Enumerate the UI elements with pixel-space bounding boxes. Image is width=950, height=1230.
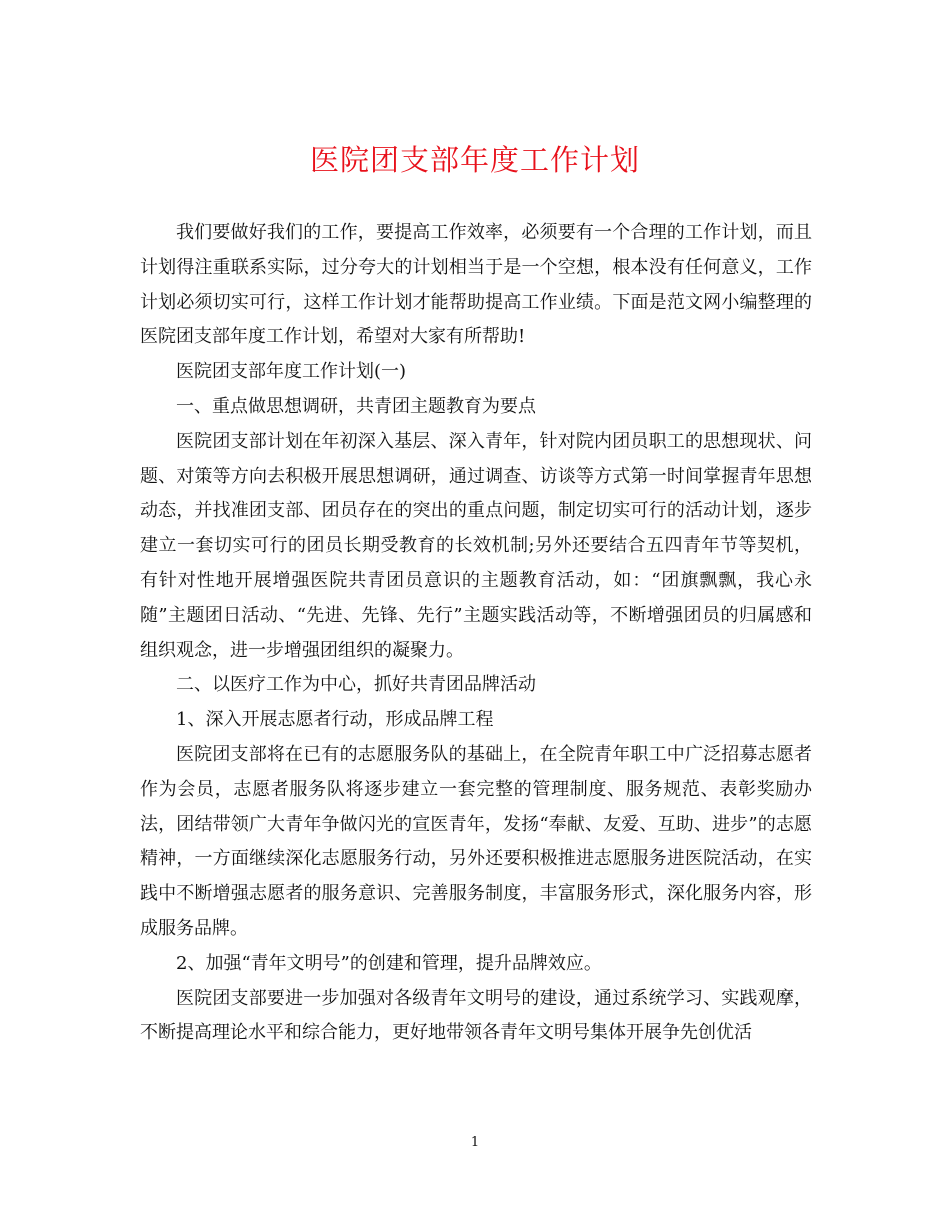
intro-paragraph: 我们要做好我们的工作，要提高工作效率，必须要有一个合理的工作计划，而且计划得注重联系实际，过分夸大的计划相当于是一个空想，根本没有任何意义，工作计划必须切实可行，这样工作计划才能帮助提高工作业绩。下面是范文网小编整理的医院团支部年度工作计划，希望对大家有所帮助! [140,222,812,348]
document-title: 医院团支部年度工作计划 [309,143,640,177]
body-paragraph: 医院团支部要进一步加强对各级青年文明号的建设，通过系统学习、实践观摩，不断提高理论水平和综合能力，更好地带领各青年文明号集体开展争先创优活 [140,987,812,1044]
page-number: 1 [470,1135,480,1150]
document-body [140,216,812,1051]
section-heading-2: 二、以医疗工作为中心，抓好共青团品牌活动 [176,674,536,696]
plan-subtitle: 医院团支部年度工作计划(一) [176,361,407,383]
section-heading-1: 一、重点做思想调研，共青团主题教育为要点 [176,395,536,417]
subsection-heading-2: 2、加强“青年文明号”的创建和管理，提升品牌效应。 [176,952,602,974]
body-paragraph: 医院团支部计划在年初深入基层、深入青年，针对院内团员职工的思想现状、问题、对策等方向去积极开展思想调研，通过调查、访谈等方式第一时间掌握青年思想动态，并找准团支部、团员存在的突出的重点问题，制定切实可行的活动计划，逐步建立一套切实可行的团员长期受教育的长效机制;另外还要结合五四青年节等契机，有针对性地开展增强医院共青团员意识的主题教育活动，如：“团旗飘飘，我心永随”主题团日活动、“先进、先锋、先行”主题实践活动等，不断增强团员的归属感和组织观念，进一步增强团组织的凝聚力。 [140,430,812,661]
body-paragraph: 医院团支部将在已有的志愿服务队的基础上，在全院青年职工中广泛招募志愿者作为会员，志愿者服务队将逐步建立一套完整的管理制度、服务规范、表彰奖励办法，团结带领广大青年争做闪光的宣医青年，发扬“奉献、友爱、互助、进步”的志愿精神，一方面继续深化志愿服务行动，另外还要积极推进志愿服务进医院活动，在实践中不断增强志愿者的服务意识、完善服务制度，丰富服务形式，深化服务内容，形成服务品牌。 [140,743,812,939]
subsection-heading-1: 1、深入开展志愿者行动，形成品牌工程 [176,709,494,731]
